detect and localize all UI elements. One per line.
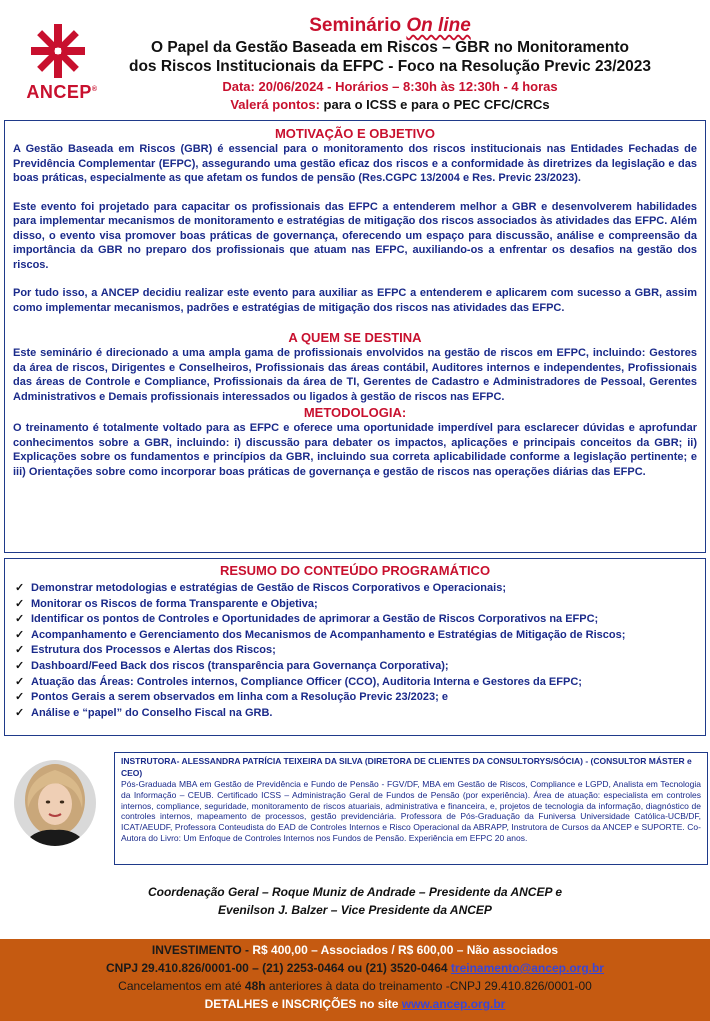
motivacao-title: MOTIVAÇÃO E OBJETIVO [274,126,436,141]
instructor-photo [14,760,96,846]
subtitle-line-2: dos Riscos Institucionais da EFPC - Foco na Resolução Previc 23/2023 [128,58,651,75]
list-item: ✓ Atuação das Áreas: Controles internos, Compliance Officer (CCO), Auditoria Interna e Gestores da EFPC; [15,675,695,691]
logo-wordmark: ANCEP® [26,82,98,102]
title-block [80,14,700,114]
check-icon: ✓ [15,691,25,704]
instructor-portrait-icon [14,760,96,846]
main-content-box [4,120,706,553]
instructor-heading: INSTRUTORA- ALESSANDRA PATRÍCIA TEIXEIRA DA SILVA (DIRETORA DE CLIENTES DA CONSULTORYS/SÓCIA) - (CONSULTOR MÁSTER e CEO) [121,756,692,778]
email-link[interactable]: treinamento@ancep.org.br [450,961,604,975]
publico-title: A QUEM SE DESTINA [288,330,422,345]
programa-list [15,581,695,721]
check-icon: ✓ [15,644,25,657]
programa-box [4,558,706,736]
date-line: Data: 20/06/2024 - Horários – 8:30h às 12:30h - 4 horas [222,79,558,94]
coordination-line-2: Evenilson J. Balzer – Vice Presidente da ANCEP [218,903,492,917]
coordination [0,883,710,919]
site-link[interactable]: www.ancep.org.br [401,997,506,1011]
points-line: Valerá pontos: para o ICSS e para o PEC CFC/CRCs [230,97,550,112]
list-item: ✓ Monitorar os Riscos de forma Transparente e Objetiva; [15,597,695,613]
details-line: DETALHES e INSCRIÇÕES no site www.ancep.org.br [204,997,506,1011]
list-item: ✓ Dashboard/Feed Back dos riscos (transparência para Governança Corporativa); [15,659,695,675]
check-icon: ✓ [15,613,25,626]
list-item: ✓ Pontos Gerais a serem observados em linha com a Resolução Previc 23/2023; e [15,690,695,706]
check-icon: ✓ [15,628,25,641]
motivacao-paragraph-2: Este evento foi projetado para capacitar os profissionais das EFPC a entenderem melhor a GBR e desenvolverem habilidades para implementar mecanismos de monitoramento e estratégias de mitigação dos riscos associados às atividades das EFPC. Além disso, o evento visa promover boas práticas de governança, oferecendo um espaço para discussão, análise e compreensão da importância da GBR no preparo dos profissionais que atuam nas EFPC, auxiliando-os a enfrentar os desafios na gestão dos riscos. [13,200,697,271]
list-item: ✓ Análise e “papel” do Conselho Fiscal na GRB. [15,706,695,722]
programa-title: RESUMO DO CONTEÚDO PROGRAMÁTICO [219,563,491,578]
motivacao-paragraph-3: Por tudo isso, a ANCEP decidiu realizar este evento para auxiliar as EFPC a entenderem e aplicarem com sucesso a GBR, assim como implementar mecanismos, padrões e estratégias de mitigação dos riscos nas atividades das EFPC. [13,287,697,314]
metodologia-paragraph: O treinamento é totalmente voltado para as EFPC e oferece uma oportunidade imperdível para esclarecer dúvidas e aprofundar conhecimentos sobre a GBR, incluindo: i) discussão para debater os impactos, aplicações e principais conceitos da GBR; ii) Explicações sobre os fundamentos e princípios da GBR, incluindo sua correta aplicabilidade conforme a legislação pertinente; e iii) Orientações sobre como incorporar boas práticas de governança e gestão de riscos nas operações diárias das EFPC. [13,422,697,478]
page-title: Seminário On line [309,15,471,36]
motivacao-paragraph-1: A Gestão Baseada em Riscos (GBR) é essencial para o monitoramento dos riscos institucionais nas Entidades Fechadas de Previdência Complementar (EFPC), assegurando uma gestão eficaz dos riscos e a conformidade às diretrizes da legislação e das boas práticas, especialmente as que afetam os fundos de pensão (Res.CGPC 13/2004 e Res. Previc 23/2023). [13,143,697,184]
check-icon: ✓ [15,582,25,594]
metodologia-title: METODOLOGIA: [303,405,407,420]
list-item: ✓ Identificar os pontos de Controles e Oportunidades de aprimorar a Gestão de Riscos Corporativos na EFPC; [15,612,695,628]
contact-line: CNPJ 29.410.826/0001-00 – (21) 2253-0464 ou (21) 3520-0464 treinamento@ancep.org.br [106,961,604,975]
instructor-bio: Pós-Graduada MBA em Gestão de Previdência e Fundo de Pensão - FGV/DF, MBA em Gestão de Riscos, Compliance e LGPD, Analista em Tecnologia da Informação – CEUB. Certificado ICSS – Administração Geral de Fundos de Pensão (por experiência). Área de atuação: especialista em controles internos, compliance, seguridade, monitoramento de riscos atuariais, administrativa e financeira, e, projetos de tecnologia da informação, diagnóstico de controles internos, mapeamento de processos, gestão previdenciária. Professora de Pós-Graduação da Funiversa Universidade Católica-UCB/DF, ICAT/AEUDF, Professora Conteudista do EAD de Controles Internos e Risco Operacional da ABRAPP, Instrutora de Cursos da ANCEP e SUPORTE. Co-Autora do Livro: Um Enfoque de Controles Internos nos Fundos de Pensão. Experiência em EFPC 20 anos. [121,779,701,843]
list-item: ✓ Demonstrar metodologias e estratégias de Gestão de Riscos Corporativos e Operacionais; [15,581,695,597]
check-icon: ✓ [15,675,25,688]
header [0,0,710,118]
subtitle-line-1: O Papel da Gestão Baseada em Riscos – GBR no Monitoramento [150,39,630,56]
list-item: ✓ Acompanhamento e Gerenciamento dos Mecanismos de Acompanhamento e Estratégias de Mitigação de Riscos; [15,628,695,644]
publico-paragraph: Este seminário é direcionado a uma ampla gama de profissionais envolvidos na gestão de riscos em EFPC, incluindo: Gestores da área de riscos, Dirigentes e Conselheiros, Profissionais das áreas contábil, Auditores internos e independentes, Profissionais das áreas de Controle e Compliance, Profissionais da área de TI, Gerentes de Cadastro e Administradores de Pessoal, Gerentes Administrativos e Demais profissionais interessados ou ligados à gestão de riscos nas EFPC. [13,347,697,403]
check-icon: ✓ [15,597,25,610]
check-icon: ✓ [15,706,25,719]
coordination-line-1: Coordenação Geral – Roque Muniz de Andrade – Presidente da ANCEP e [147,885,563,899]
investment-line: INVESTIMENTO - R$ 400,00 – Associados / R$ 600,00 – Não associados [151,943,559,957]
footer [0,939,710,1021]
list-item: ✓ Estrutura dos Processos e Alertas dos Riscos; [15,643,695,659]
cancel-line: Cancelamentos em até 48h anteriores à data do treinamento -CNPJ 29.410.826/0001-00 [118,979,592,993]
instructor-box [114,752,708,865]
check-icon: ✓ [15,659,25,672]
